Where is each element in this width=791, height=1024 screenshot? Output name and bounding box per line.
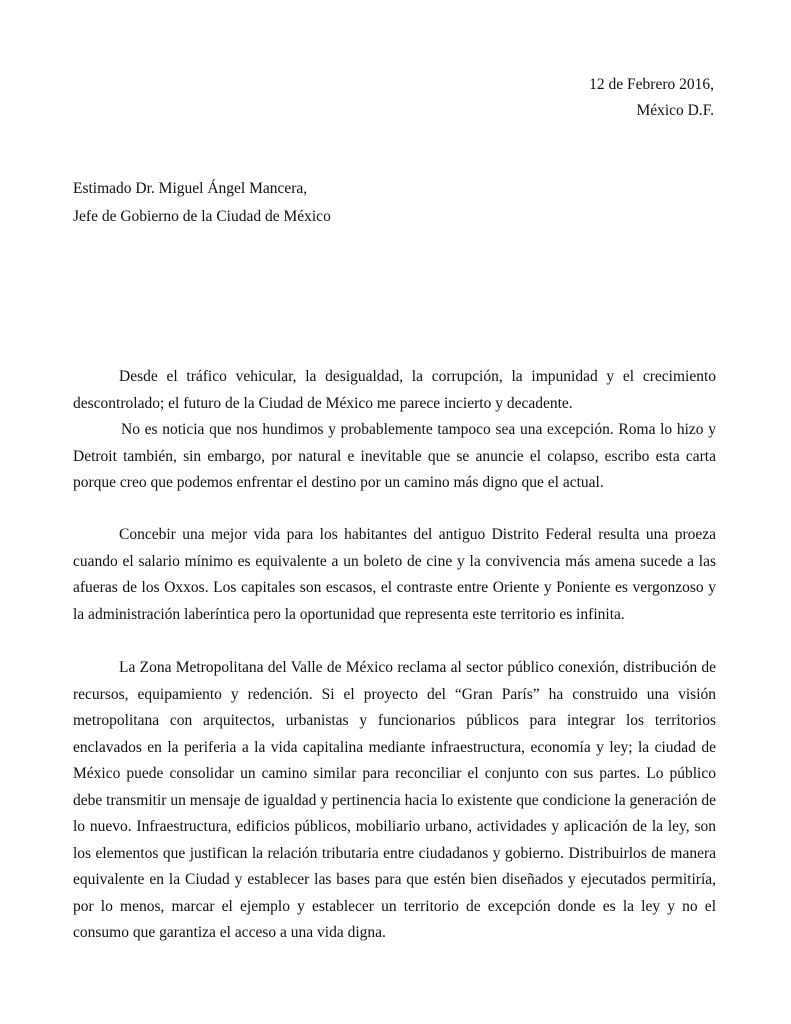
recipient-title: Jefe de Gobierno de la Ciudad de México [73, 208, 331, 225]
letter-date: 12 de Febrero 2016, [589, 76, 714, 93]
paragraph-1: Desde el tráfico vehicular, la desigualdad, la corrupción, la impunidad y el crecimiento descontrolado; el futuro de la Ciudad de México me parece incierto y decadente. [73, 368, 716, 412]
salutation: Estimado Dr. Miguel Ángel Mancera, [73, 180, 308, 197]
letter-place: México D.F. [636, 102, 714, 119]
body-section-3 [73, 655, 716, 947]
body-section-1 [73, 364, 716, 497]
recipient-block [73, 175, 331, 231]
paragraph-3: Concebir una mejor vida para los habitantes del antiguo Distrito Federal resulta una proeza cuando el salario mínimo es equivalente a un boleto de cine y la convivencia más amena sucede a las afueras de los Oxxos. Los capitales son escasos, el contraste entre Oriente y Poniente es vergonzoso y la administración laberíntica pero la oportunidad que representa este territorio es infinita. [73, 526, 716, 623]
paragraph-4: La Zona Metropolitana del Valle de México reclama al sector público conexión, distribución de recursos, equipamiento y redención. Si el proyecto del “Gran París” ha construido una visión metropolitana con arquitectos, urbanistas y funcionarios públicos para integrar los territorios enclavados en la periferia a la vida capitalina mediante infraestructura, economía y ley; la ciudad de México puede consolidar un camino similar para reconciliar el conjunto con sus partes. Lo público debe transmitir un mensaje de igualdad y pertinencia hacia lo existente que condicione la generación de lo nuevo. Infraestructura, edificios públicos, mobiliario urbano, actividades y aplicación de la ley, son los elementos que justifican la relación tributaria entre ciudadanos y gobierno. Distribuirlos de manera equivalente en la Ciudad y establecer las bases para que estén bien diseñados y ejecutados permitiría, por lo menos, marcar el ejemplo y establecer un territorio de excepción donde es la ley y no el consumo que garantiza el acceso a una vida digna. [73, 659, 716, 941]
date-block [589, 72, 714, 124]
body-section-2 [73, 522, 716, 628]
paragraph-2: No es noticia que nos hundimos y probablemente tampoco sea una excepción. Roma lo hizo y Detroit también, sin embargo, por natural e inevitable que se anuncie el colapso, escribo esta carta porque creo que podemos enfrentar el destino por un camino más digno que el actual. [73, 421, 716, 491]
